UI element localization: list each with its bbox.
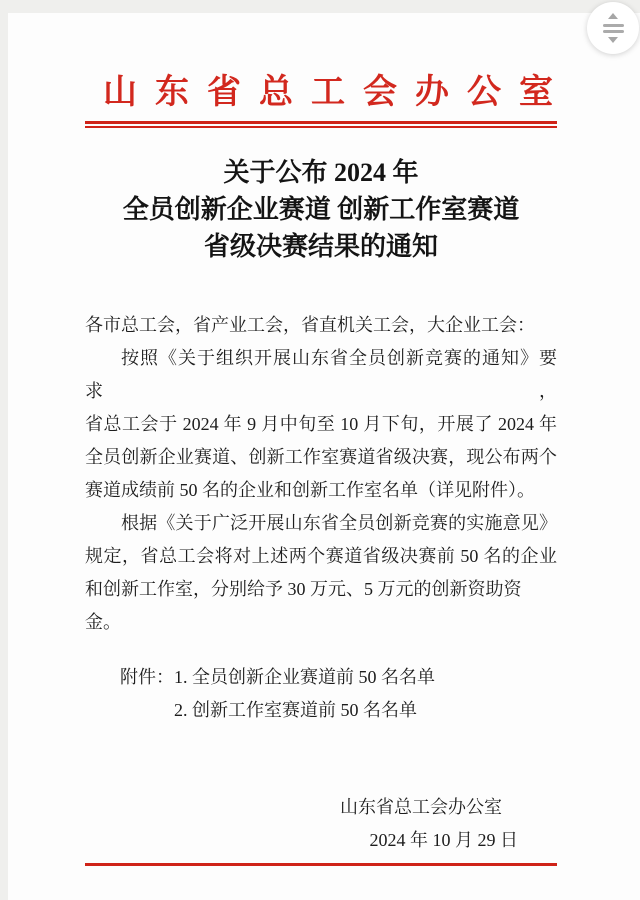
para1-line-2: 省总工会于 2024 年 9 月中旬至 10 月下旬，开展了 2024 年 (85, 414, 557, 434)
scroll-grip-line-icon (603, 30, 624, 33)
salutation-line: 各市总工会，省产业工会，省直机关工会，大企业工会： (85, 315, 535, 335)
para1-line-3: 全员创新企业赛道、创新工作室赛道省级决赛，现公布两个 (85, 447, 557, 467)
para1-line-1: 按照《关于组织开展山东省全员创新竞赛的通知》要求， (85, 348, 557, 401)
scroll-grip-line-icon (603, 24, 624, 27)
footer-red-rule (85, 863, 557, 866)
signature-org: 山东省总工会办公室 (340, 797, 502, 817)
attachments-label: 附件： (120, 667, 174, 687)
para2-line-1: 根据《关于广泛开展山东省全员创新竞赛的实施意见》 (121, 513, 557, 533)
para2-line-2: 规定，省总工会将对上述两个赛道省级决赛前 50 名的企业 (85, 546, 557, 566)
title-line-3: 省级决赛结果的通知 (203, 232, 438, 261)
para2-line-3: 和创新工作室，分别给予 30 万元、5 万元的创新资助资金。 (85, 579, 522, 632)
scroll-navigator-button[interactable] (587, 2, 639, 54)
title-line-1: 关于公布 2024 年 (223, 158, 419, 187)
rule-thin (85, 126, 557, 128)
attachment-item-1: 1. 全员创新企业赛道前 50 名名单 (174, 667, 435, 687)
document-body (85, 309, 557, 639)
attachment-item-2: 2. 创新工作室赛道前 50 名名单 (174, 700, 417, 720)
scroll-up-icon[interactable] (608, 13, 618, 19)
para1-line-4: 赛道成绩前 50 名的企业和创新工作室名单（详见附件）。 (85, 480, 535, 500)
attachment-row-2 (120, 694, 557, 727)
document-page (8, 13, 640, 900)
letterhead-double-rule (85, 121, 557, 128)
scroll-down-icon[interactable] (608, 37, 618, 43)
signature-date: 2024 年 10 月 29 日 (369, 830, 518, 850)
signature-block (85, 791, 557, 857)
attachments-block (85, 661, 557, 727)
title-line-2: 全员创新企业赛道 创新工作室赛道 (122, 195, 520, 224)
document-content (85, 13, 571, 866)
letterhead-org-name: 山东省总工会办公室 (103, 74, 571, 111)
document-title (85, 154, 557, 265)
attachment-row-1 (120, 661, 557, 694)
